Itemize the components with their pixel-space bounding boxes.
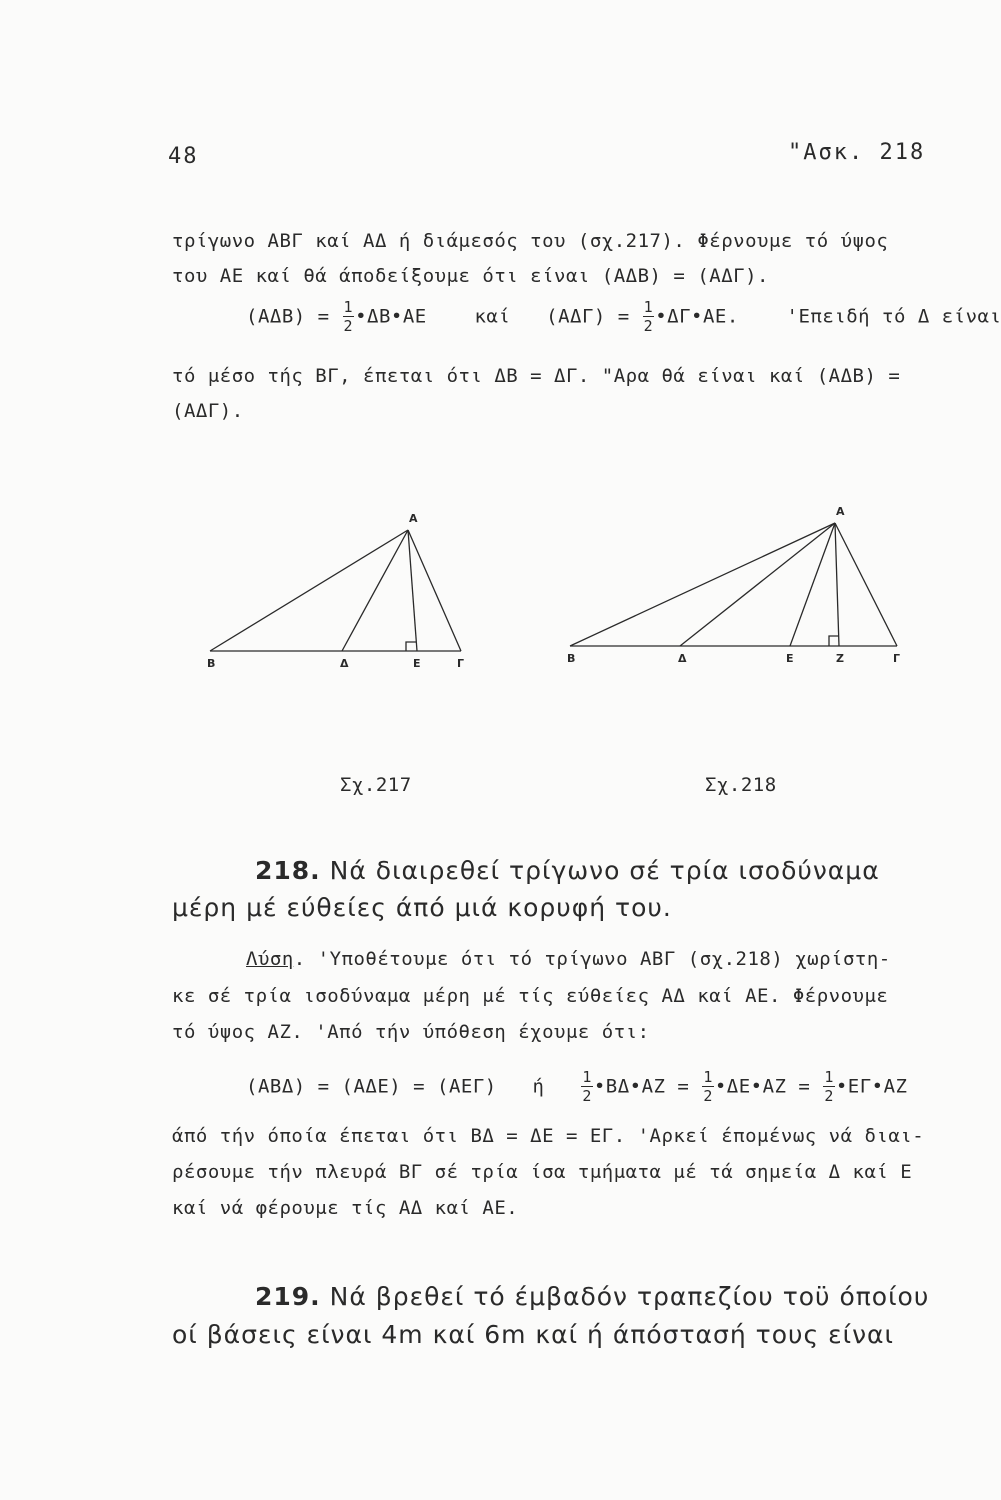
figure-217 <box>195 505 475 675</box>
side-ab <box>210 530 408 651</box>
equation-conjunction: καί <box>474 305 511 328</box>
problem-title-line <box>255 856 880 885</box>
fraction-half: $\frac{1}{2}$ <box>703 1068 713 1105</box>
exercise-reference: "Ασκ. 218 <box>788 140 926 165</box>
problem-title-line: οί βάσεις είναι 4m καί 6m καί ή άπόστασή τους είναι <box>172 1320 894 1349</box>
fraction-half: $\frac{1}{2}$ <box>643 298 654 335</box>
label-e: Ε <box>413 657 421 670</box>
figure-218 <box>560 500 920 670</box>
equation-line <box>246 300 1001 334</box>
label-e: Ε <box>786 652 794 665</box>
equation-term: (ΑΒΔ) = (ΑΔΕ) = (ΑΕΓ) <box>246 1075 497 1098</box>
page-number: 48 <box>168 144 199 169</box>
label-g: Γ <box>457 657 465 670</box>
label-g: Γ <box>893 652 901 665</box>
problem-number: 218. <box>255 856 321 885</box>
text-line: τρίγωνο ΑΒΓ καί ΑΔ ή διάμεσός του (σχ.217). Φέρνουμε τό ύψος <box>172 230 889 252</box>
text-line: άπό τήν όποία έπεται ότι ΒΔ = ΔΕ = ΕΓ. 'Αρκεί έπομένως νά διαι- <box>172 1125 925 1147</box>
equation-tail: 'Επειδή τό Δ είναι <box>786 305 1001 328</box>
figure-caption: Σχ.217 <box>340 774 412 796</box>
text-line: (ΑΔΓ). <box>172 400 244 422</box>
equation-term: •ΕΓ•ΑΖ <box>835 1075 908 1098</box>
text-line: κε σέ τρία ισοδύναμα μέρη μέ τίς εύθείες ΑΔ καί ΑΕ. Φέρνουμε <box>172 985 889 1007</box>
equation-term: (ΑΔΓ) = <box>546 305 630 328</box>
solution-line: Λύση. 'Υποθέτουμε ότι τό τρίγωνο ΑΒΓ (σχ.218) χωρίστη- <box>246 948 891 970</box>
equation-line <box>246 1070 908 1104</box>
equation-term: •ΔΓ•ΑΕ. <box>655 305 739 328</box>
fraction-half: $\frac{1}{2}$ <box>824 1068 834 1105</box>
text-line: καί νά φέρουμε τίς ΑΔ καί ΑΕ. <box>172 1197 519 1219</box>
equation-term: •ΔΒ•ΑΕ <box>355 305 427 328</box>
label-d: Δ <box>340 657 349 670</box>
fraction-half: $\frac{1}{2}$ <box>343 298 354 335</box>
label-a: Α <box>836 505 845 518</box>
text-line: τό ύψος ΑΖ. 'Από τήν ύπόθεση έχουμε ότι: <box>172 1021 650 1043</box>
text-line: του ΑΕ καί θά άποδείξουμε ότι είναι (ΑΔΒ) = (ΑΔΓ). <box>172 265 769 287</box>
equation-term: (ΑΔΒ) = <box>246 305 330 328</box>
problem-title-line <box>255 1282 929 1311</box>
label-z: Ζ <box>836 652 844 665</box>
problem-title: Νά βρεθεί τό έμβαδόν τραπεζίου τοϋ όποίου <box>329 1282 930 1311</box>
text-line: ρέσουμε τήν πλευρά ΒΓ σέ τρία ίσα τμήματα μέ τά σημεία Δ καί Ε <box>172 1161 913 1183</box>
right-angle-mark <box>829 636 839 646</box>
label-d: Δ <box>678 652 687 665</box>
right-angle-mark <box>406 642 416 651</box>
label-b: Β <box>207 657 216 670</box>
height-az <box>835 523 839 646</box>
figure-caption: Σχ.218 <box>705 774 777 796</box>
problem-number: 219. <box>255 1282 321 1311</box>
problem-title-line: μέρη μέ εύθείες άπό μιά κορυφή του. <box>172 893 672 922</box>
problem-title: Νά διαιρεθεί τρίγωνο σέ τρία ισοδύναμα <box>329 856 880 885</box>
fraction-half: $\frac{1}{2}$ <box>582 1068 592 1105</box>
text-line: τό μέσο τής ΒΓ, έπεται ότι ΔΒ = ΔΓ. "Αρα θά είναι καί (ΑΔΒ) = <box>172 365 901 387</box>
label-b: Β <box>567 652 576 665</box>
equation-conjunction: ή <box>532 1075 545 1098</box>
label-a: Α <box>409 512 418 525</box>
side-ag <box>835 523 897 646</box>
equation-term: •ΒΔ•ΑΖ = <box>593 1075 690 1098</box>
median-ad <box>342 530 408 651</box>
equation-term: •ΔΕ•ΑΖ = <box>714 1075 811 1098</box>
solution-label: Λύση <box>246 948 294 970</box>
